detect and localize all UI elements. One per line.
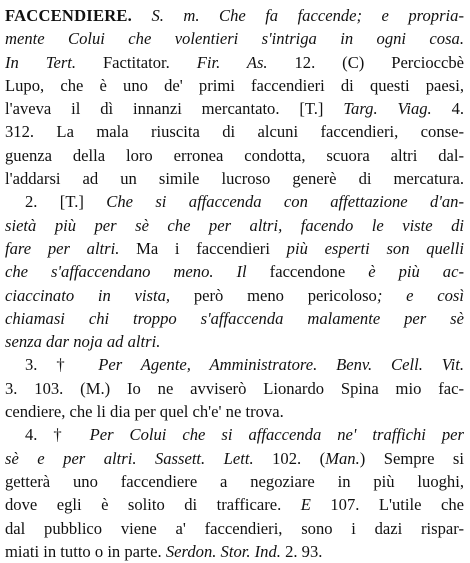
entry-line (5, 517, 464, 540)
entry-text: Fir. As. (196, 52, 268, 72)
entry-text: 102. ( (253, 448, 326, 468)
entry-text: l'addarsi ad un simile lucroso generè di mercatura. (5, 169, 464, 189)
entry-line (5, 97, 464, 120)
entry-line (5, 167, 464, 190)
entry-text: fare per altri. (5, 238, 120, 258)
entry-text: Per Colui che si affaccenda ne' traffichi per (89, 425, 464, 445)
entry-text: S. m. Che fa faccende; e propria- (151, 6, 464, 25)
entry-line (5, 237, 464, 260)
entry-text: E (300, 495, 311, 515)
entry-text: In Tert. (5, 52, 77, 72)
entry-line (5, 470, 464, 493)
entry-text: 4. † (25, 425, 90, 445)
entry-text: ) Sempre si (359, 448, 464, 468)
entry-text: più esperti son quelli (286, 238, 464, 258)
entry-text: sietà più per sè che per altri, facendo le viste di (5, 215, 464, 235)
entry-text: senza dar noja ad altri. (5, 332, 161, 352)
entry-text: mente Colui che volentieri s'intriga in ogni cosa. (5, 29, 464, 49)
entry-text: miati in tutto o in parte. (5, 541, 166, 561)
entry-line (5, 144, 464, 167)
entry-text: Factitator. (76, 52, 197, 72)
entry-line (5, 4, 464, 27)
entry-line (5, 190, 464, 213)
entry-text: Che si affaccenda con affettazione d'an- (106, 192, 464, 212)
entry-text: 107. L'utile che (310, 495, 464, 515)
entry-text: guenza della loro erronea condotta, scuora altri dal- (5, 145, 464, 165)
entry-line (5, 284, 464, 307)
entry-text: 312. La mala riuscita di alcuni faccendieri, conse- (5, 122, 464, 142)
entry-text: 2. 93. (280, 541, 323, 561)
entry-text: ; e così (376, 285, 464, 305)
entry-line (5, 51, 464, 74)
entry-text: 3. 103. (M.) Io ne avviserò Lionardo Spina mio fac- (5, 378, 464, 398)
entry-text: che s'affaccendano meno. Il (5, 262, 247, 282)
entry-line (5, 260, 464, 283)
entry-line (5, 330, 464, 353)
entry-text: però meno pericoloso (170, 285, 377, 305)
entry-line (5, 353, 464, 376)
entry-text: 2. [T.] (25, 192, 107, 212)
entry-text: Ma i faccendieri (119, 238, 287, 258)
entry-text: ciaccinato in vista, (5, 285, 171, 305)
entry-text: 12. (C) Percioccbè (267, 52, 464, 72)
dictionary-entry-faccendiere (5, 4, 464, 563)
entry-text: Man. (325, 448, 360, 468)
entry-line (5, 423, 464, 446)
entry-line (5, 27, 464, 50)
entry-text: 3. † (25, 355, 99, 375)
entry-line (5, 540, 464, 563)
entry-line (5, 74, 464, 97)
entry-text: getterà uno faccendiere a negoziare in più luoghi, (5, 471, 464, 491)
entry-line (5, 377, 464, 400)
entry-text: l'aveva il dì innanzi mercantato. [T.] (5, 99, 344, 119)
entry-text: Lupo, che è uno de' primi faccendieri di questi paesi, (5, 75, 464, 95)
entry-line (5, 307, 464, 330)
entry-line (5, 493, 464, 516)
entry-line (5, 447, 464, 470)
entry-line (5, 400, 464, 423)
entry-text: Targ. Viag. (343, 99, 432, 119)
entry-text: chiamasi chi troppo s'affaccenda malamente per sè (5, 308, 464, 328)
entry-text: 4. (431, 99, 464, 119)
entry-text: faccendone (246, 262, 369, 282)
entry-text: cendiere, che li dia per quel ch'e' ne trova. (5, 402, 284, 422)
entry-text: dove egli è solito di trafficare. (5, 495, 301, 515)
entry-text: è più ac- (368, 262, 464, 282)
entry-line (5, 214, 464, 237)
headword: FACCENDIERE. (5, 6, 133, 25)
entry-text: dal pubblico viene a' faccendieri, sono i dazi rispar- (5, 518, 464, 538)
entry-text: Per Agente, Amministratore. Benv. Cell. Vit. (98, 355, 464, 375)
entry-text (132, 6, 151, 25)
entry-line (5, 120, 464, 143)
entry-text: sè e per altri. Sassett. Lett. (5, 448, 254, 468)
entry-text: Serdon. Stor. Ind. (165, 541, 281, 561)
